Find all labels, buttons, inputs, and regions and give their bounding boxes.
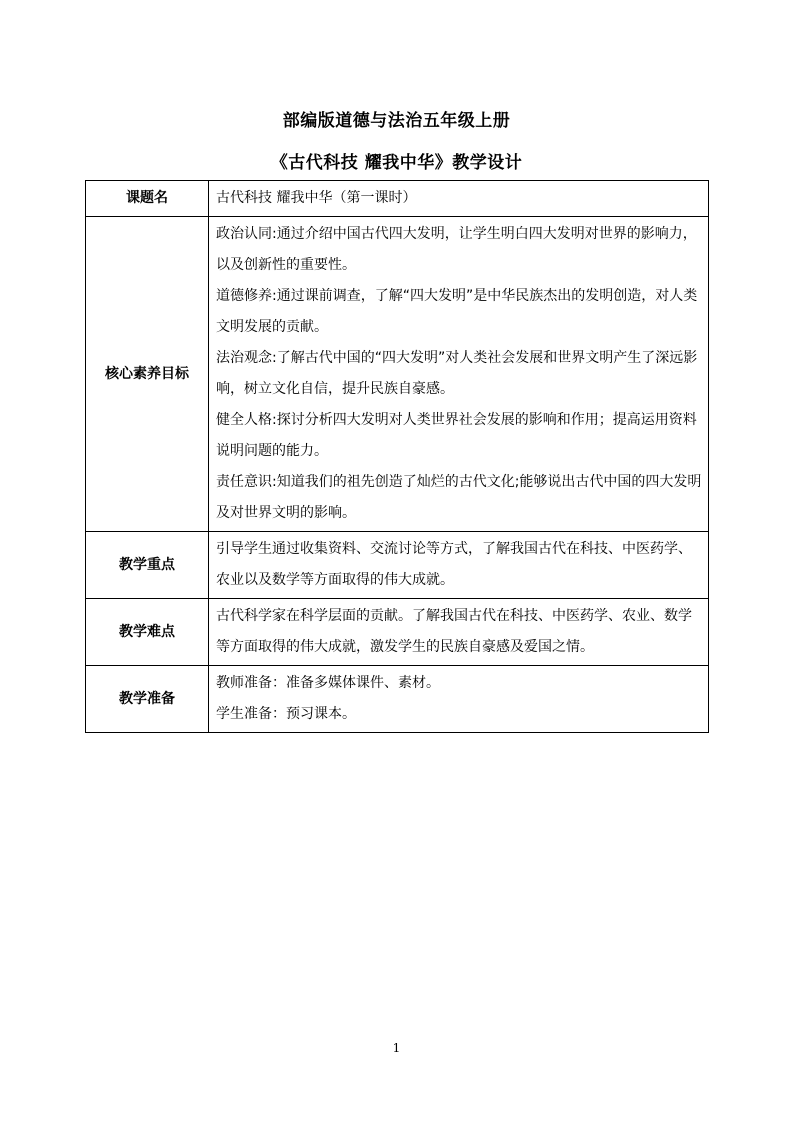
document-title: 部编版道德与法治五年级上册 (282, 111, 511, 131)
row-label-key-points: 教学重点 (86, 532, 209, 599)
content-paragraph: 政治认同:通过介绍中国古代四大发明，让学生明白四大发明对世界的影响力，以及创新性的重要性。 (216, 226, 697, 273)
row-label-core-competency: 核心素养目标 (86, 217, 209, 532)
content-paragraph: 健全人格:探讨分析四大发明对人类世界社会发展的影响和作用；提高运用资料说明问题的能力。 (216, 412, 697, 459)
content-paragraph: 责任意识:知道我们的祖先创造了灿烂的古代文化;能够说出古代中国的四大发明及对世界文明的影响。 (216, 474, 702, 521)
row-label-difficulties: 教学难点 (86, 599, 209, 666)
table-row-preparation (86, 666, 709, 733)
row-label-preparation: 教学准备 (86, 666, 209, 733)
lesson-design-table (85, 180, 709, 733)
content-paragraph: 古代科学家在科学层面的贡献。了解我国古代在科技、中医药学、农业、数学等方面取得的伟大成就，激发学生的民族自豪感及爱国之情。 (216, 608, 692, 655)
row-content-key-points (209, 532, 709, 599)
content-paragraph: 古代科技 耀我中华（第一课时） (216, 190, 417, 206)
content-paragraph: 道德修养:通过课前调查，了解“四大发明”是中华民族杰出的发明创造，对人类文明发展的贡献。 (216, 288, 698, 335)
row-content-core-competency (209, 217, 709, 532)
table-row-key-points (86, 532, 709, 599)
table-row-difficulties (86, 599, 709, 666)
row-label-topic: 课题名 (86, 181, 209, 217)
content-paragraph: 教师准备：准备多媒体课件、素材。 (216, 675, 440, 691)
document-subtitle: 《古代科技 耀我中华》教学设计 (270, 153, 523, 173)
table-row-core-competency (86, 217, 709, 532)
row-content-preparation (209, 666, 709, 733)
row-content-difficulties (209, 599, 709, 666)
content-paragraph: 学生准备：预习课本。 (216, 706, 356, 722)
content-paragraph: 法治观念:了解古代中国的“四大发明”对人类社会发展和世界文明产生了深远影响，树立文化自信，提升民族自豪感。 (216, 350, 698, 397)
page-number: 1 (392, 1041, 401, 1055)
content-paragraph: 引导学生通过收集资料、交流讨论等方式，了解我国古代在科技、中医药学、农业以及数学等方面取得的伟大成就。 (216, 541, 692, 588)
table-row-topic (86, 181, 709, 217)
row-content-topic (209, 181, 709, 217)
